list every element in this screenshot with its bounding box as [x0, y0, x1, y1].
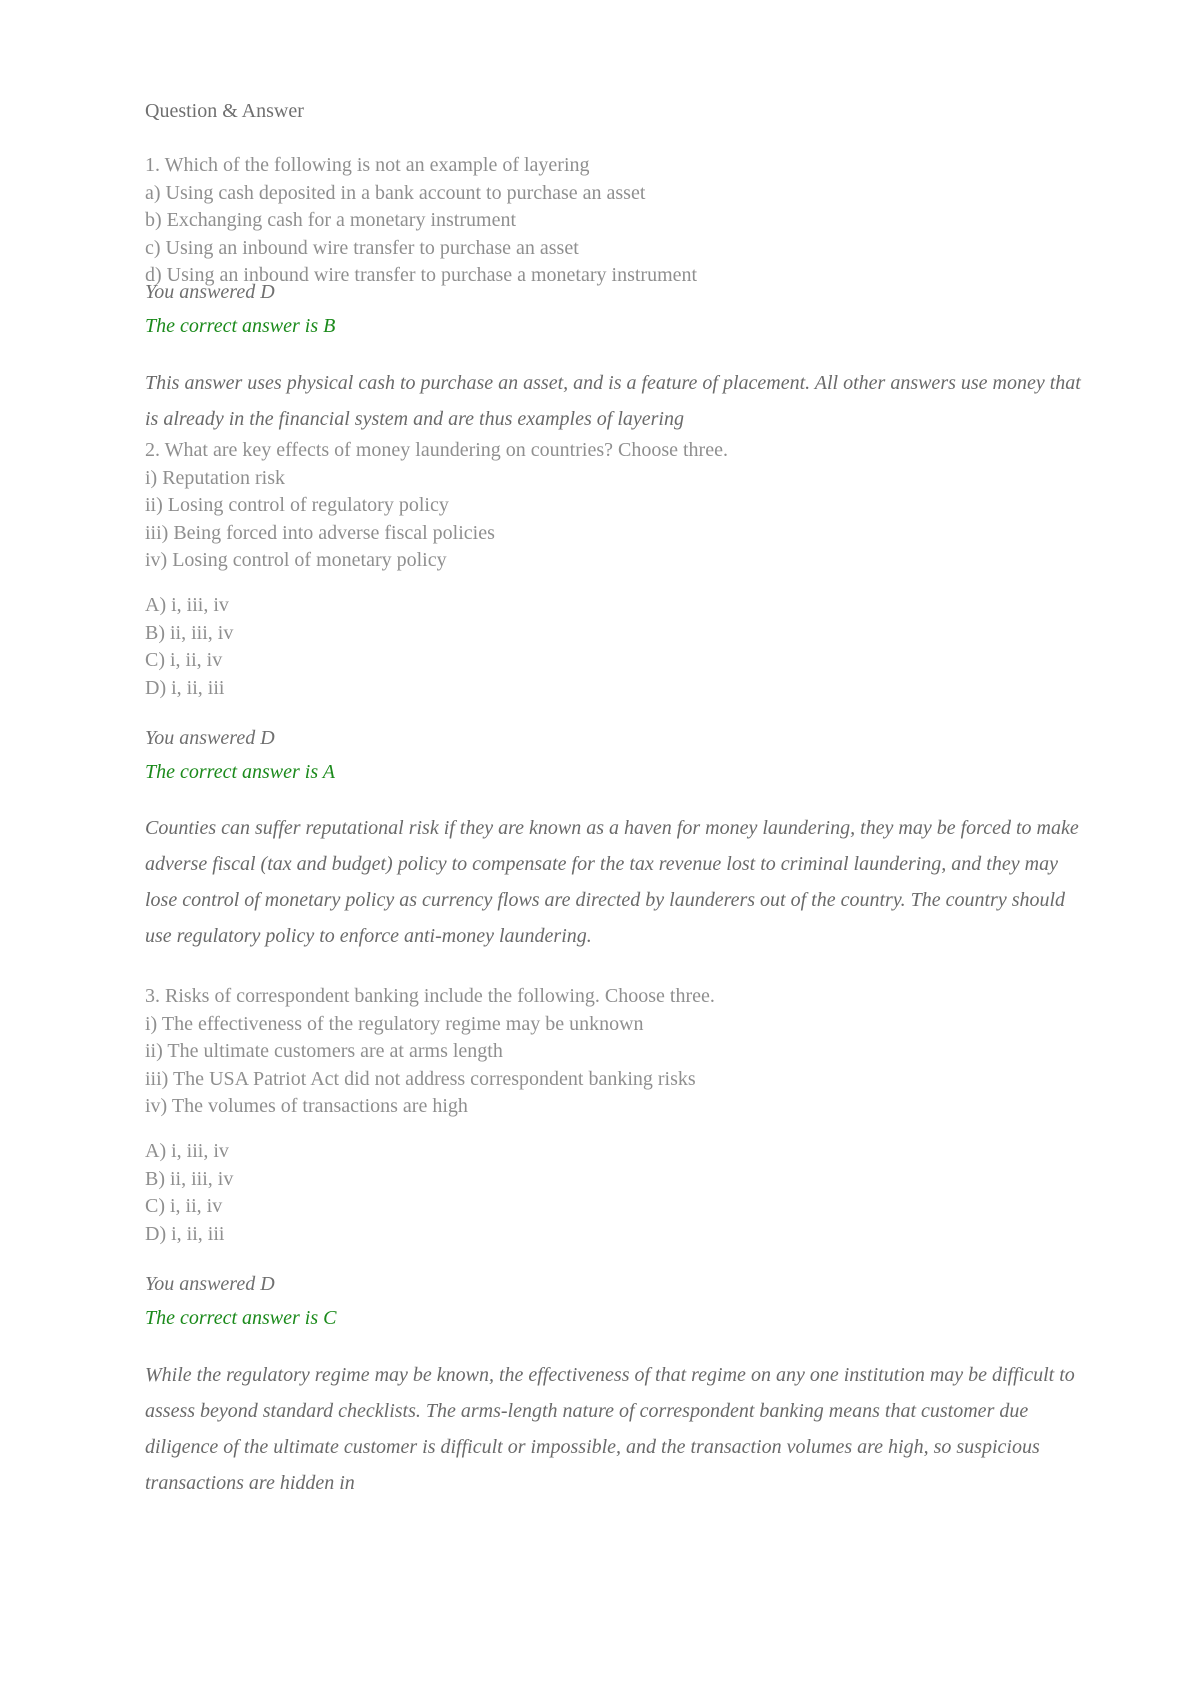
- option: C) i, ii, iv: [145, 649, 223, 671]
- statement: i) The effectiveness of the regulatory regime may be unknown: [145, 1012, 644, 1035]
- option: A) i, iii, iv: [145, 1140, 229, 1162]
- statement: i) Reputation risk: [145, 466, 285, 489]
- option: c) Using an inbound wire transfer to purchase an asset: [145, 236, 579, 259]
- question-text: 2. What are key effects of money laundering on countries? Choose three.: [145, 439, 728, 461]
- option: d) Using an inbound wire transfer to purchase a monetary instrument: [145, 264, 698, 286]
- statement: iii) Being forced into adverse fiscal policies: [145, 521, 495, 544]
- statement: iv) Losing control of monetary policy: [145, 549, 447, 571]
- statement: ii) The ultimate customers are at arms length: [145, 1040, 503, 1062]
- statement: ii) Losing control of regulatory policy: [145, 494, 449, 516]
- question-1: [145, 152, 1085, 290]
- page-title: Question & Answer: [145, 100, 304, 122]
- question-text: 3. Risks of correspondent banking include the following. Choose three.: [145, 985, 715, 1007]
- question-3: [145, 983, 1085, 1121]
- explanation: This answer uses physical cash to purchase an asset, and is a feature of placement. All other answers use money that is already in the financial system and are thus examples of layering: [145, 372, 1081, 430]
- statement: iv) The volumes of transactions are high: [145, 1095, 468, 1117]
- correct-answer: The correct answer is A: [145, 761, 335, 783]
- question-3-options: [145, 1138, 1085, 1248]
- option: a) Using cash deposited in a bank account to purchase an asset: [145, 181, 646, 204]
- question-2-options: [145, 592, 1085, 702]
- option: D) i, ii, iii: [145, 1222, 225, 1245]
- option: B) ii, iii, iv: [145, 621, 234, 644]
- question-2: [145, 437, 1085, 575]
- correct-answer: The correct answer is B: [145, 315, 336, 337]
- explanation: While the regulatory regime may be known, the effectiveness of that regime on any one institution may be difficult to assess beyond standard checklists. The arms-length nature of correspondent banking means that customer due diligence of the ultimate customer is difficult or impossible, and the transaction volumes are high, so suspicious transactions are hidden in: [145, 1364, 1075, 1494]
- option: B) ii, iii, iv: [145, 1167, 234, 1190]
- you-answered: You answered D: [145, 1273, 275, 1295]
- option: D) i, ii, iii: [145, 676, 225, 699]
- option: A) i, iii, iv: [145, 594, 229, 616]
- explanation: Counties can suffer reputational risk if they are known as a haven for money laundering, they may be forced to make adverse fiscal (tax and budget) policy to compensate for the tax revenue lost to criminal laundering, and they may lose control of monetary policy as currency flows are directed by launderers out of the country. The country should use regulatory policy to enforce anti-money laundering.: [145, 817, 1079, 947]
- you-answered: You answered D: [145, 727, 275, 749]
- statement: iii) The USA Patriot Act did not address correspondent banking risks: [145, 1067, 696, 1090]
- you-answered: You answered D: [145, 281, 275, 303]
- correct-answer: The correct answer is C: [145, 1307, 337, 1329]
- option: C) i, ii, iv: [145, 1195, 223, 1217]
- question-text: 1. Which of the following is not an example of layering: [145, 154, 590, 176]
- option: b) Exchanging cash for a monetary instrument: [145, 209, 516, 231]
